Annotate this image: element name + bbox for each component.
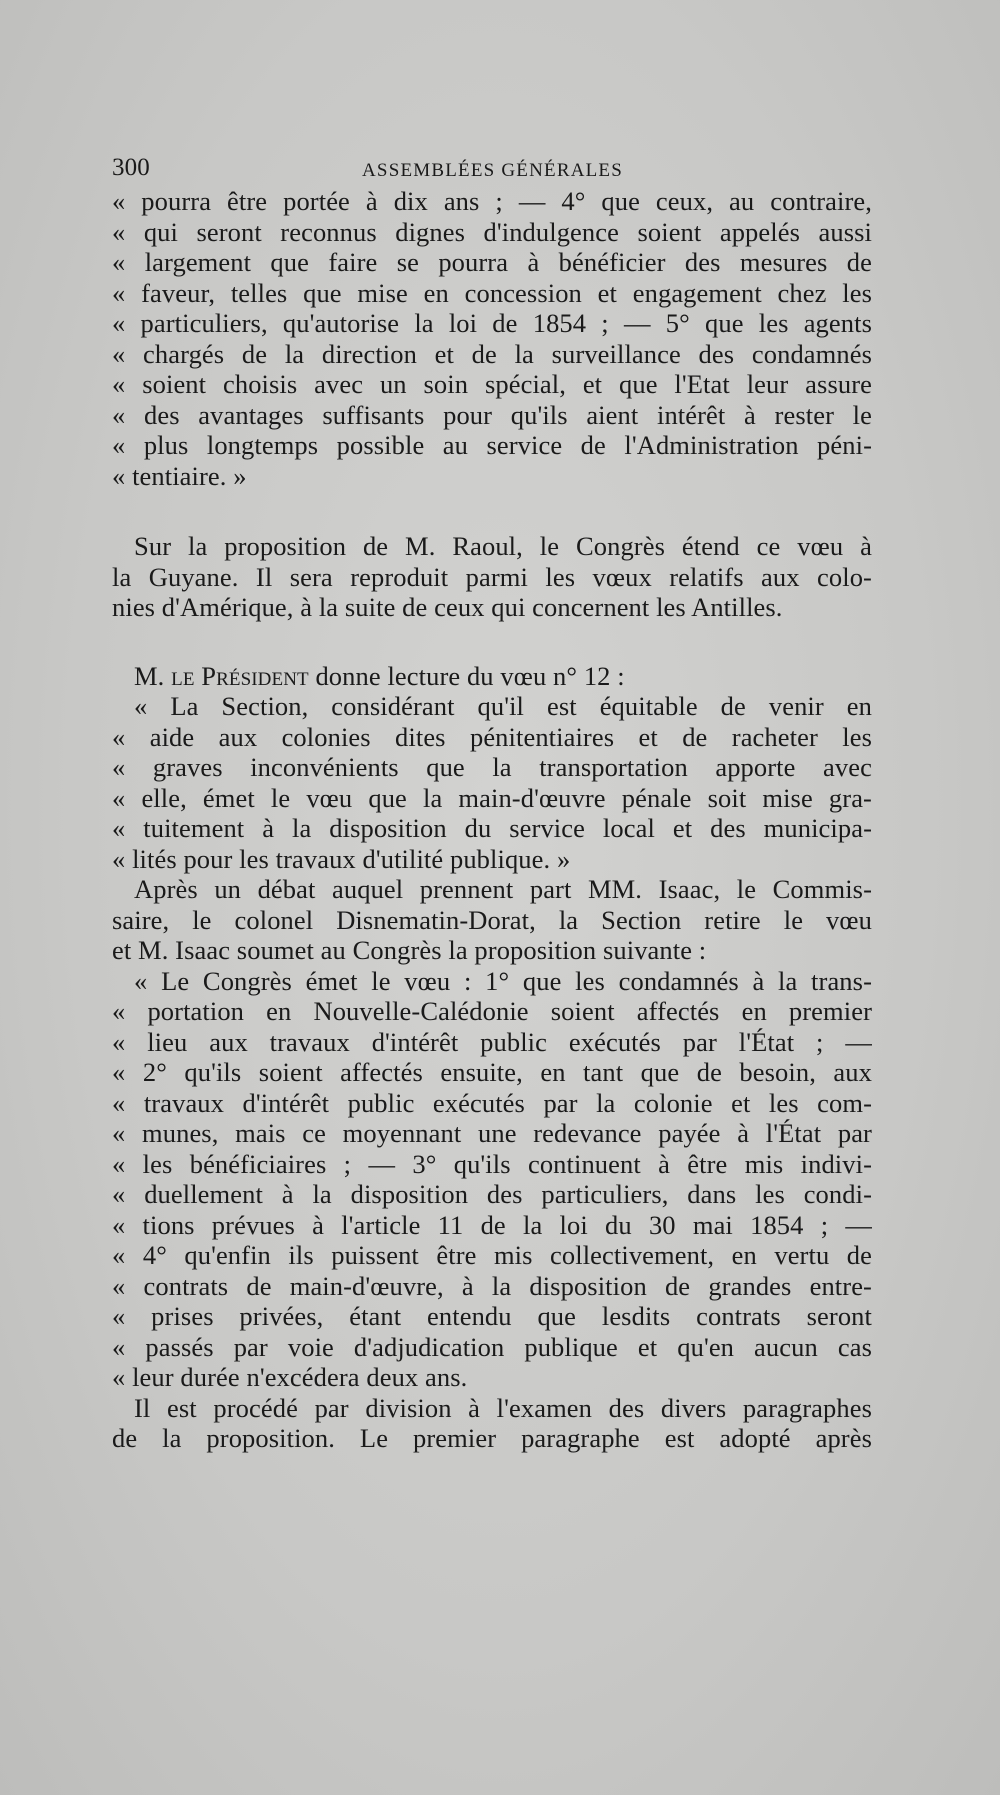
text-line: « soient choisis avec un soin spécial, et que l'Etat leur assure	[112, 369, 872, 399]
text-line: « largement que faire se pourra à bénéficier des mesures de	[112, 247, 872, 277]
text-line: « tentiaire. »	[112, 460, 247, 491]
text-line: de la proposition. Le premier paragraphe est adopté après	[112, 1423, 872, 1453]
debate-paragraph	[112, 874, 872, 966]
text-line: « lieu aux travaux d'intérêt public exécutés par l'État ; —	[112, 1026, 872, 1057]
text-line: Après un débat auquel prennent part MM. Isaac, le Commis-	[134, 874, 872, 904]
speaker-prefix: M.	[134, 660, 172, 691]
text-line: saire, le colonel Disnematin-Dorat, la Section retire le vœu	[112, 904, 872, 935]
text-line: « plus longtemps possible au service de l'Administration péni-	[112, 430, 872, 460]
text-line: « tuitement à la disposition du service local et des municipa-	[112, 813, 872, 843]
text-line: « duellement à la disposition des particuliers, dans les condi-	[112, 1179, 872, 1209]
text-line: « les bénéficiaires ; — 3° qu'ils continuent à être mis indivi-	[112, 1148, 872, 1179]
text-line: « elle, émet le vœu que la main-d'œuvre pénale soit mise gra-	[112, 782, 872, 813]
text-line: « 2° qu'ils soient affectés ensuite, en tant que de besoin, aux	[112, 1057, 872, 1087]
raoul-paragraph	[112, 531, 872, 623]
text-line: « qui seront reconnus dignes d'indulgence soient appelés aussi	[112, 216, 872, 247]
text-line: « La Section, considérant qu'il est équitable de venir en	[134, 691, 872, 721]
book-page	[112, 148, 872, 1454]
text-line: Il est procédé par division à l'examen des divers paragraphes	[134, 1392, 872, 1423]
president-intro-line	[112, 661, 872, 692]
president-paragraph	[112, 661, 872, 875]
final-paragraph	[112, 1393, 872, 1454]
text-line: la Guyane. Il sera reproduit parmi les vœux relatifs aux colo-	[112, 561, 872, 592]
congress-vow	[112, 966, 872, 1393]
text-line: « tions prévues à l'article 11 de la loi du 30 mai 1854 ; —	[112, 1209, 872, 1240]
text-line: « Le Congrès émet le vœu : 1° que les condamnés à la trans-	[134, 965, 872, 996]
text-line: « pourra être portée à dix ans ; — 4° que ceux, au contraire,	[112, 186, 872, 216]
text-line: « munes, mais ce moyennant une redevance payée à l'État par	[112, 1118, 872, 1148]
text-line: « prises privées, étant entendu que lesdits contrats seront	[112, 1301, 872, 1331]
text-line: « graves inconvénients que la transportation apporte avec	[112, 752, 872, 782]
section-title: ASSEMBLÉES GÉNÉRALES	[362, 160, 623, 181]
running-head	[112, 148, 872, 184]
text-line: « des avantages suffisants pour qu'ils aient intérêt à rester le	[112, 399, 872, 430]
text-line: « particuliers, qu'autorise la loi de 1854 ; — 5° que les agents	[112, 308, 872, 338]
text-line: « travaux d'intérêt public exécutés par la colonie et les com-	[112, 1087, 872, 1118]
text-line: « 4° qu'enfin ils puissent être mis collectivement, en vertu de	[112, 1240, 872, 1270]
text-line: « faveur, telles que mise en concession et engagement chez les	[112, 277, 872, 308]
text-line: « lités pour les travaux d'utilité publique. »	[112, 843, 571, 874]
intro-text: donne lecture du vœu n° 12 :	[308, 660, 625, 691]
text-line: « aide aux colonies dites pénitentiaires et de racheter les	[112, 721, 872, 752]
text-line: « portation en Nouvelle-Calédonie soient affectés en premier	[112, 996, 872, 1026]
text-line: Sur la proposition de M. Raoul, le Congrès étend ce vœu à	[134, 531, 872, 561]
text-line: « contrats de main-d'œuvre, à la disposition de grandes entre-	[112, 1270, 872, 1301]
text-line: nies d'Amérique, à la suite de ceux qui concernent les Antilles.	[112, 592, 783, 622]
text-line: et M. Isaac soumet au Congrès la proposition suivante :	[112, 935, 707, 965]
speaker-name: le Président	[171, 660, 309, 691]
text-line: « leur durée n'excédera deux ans.	[112, 1362, 468, 1392]
text-line: « passés par voie d'adjudication publique et qu'en aucun cas	[112, 1331, 872, 1362]
quote-continuation	[112, 186, 872, 491]
text-line: « chargés de la direction et de la surveillance des condamnés	[112, 338, 872, 369]
page-number: 300	[112, 154, 150, 181]
